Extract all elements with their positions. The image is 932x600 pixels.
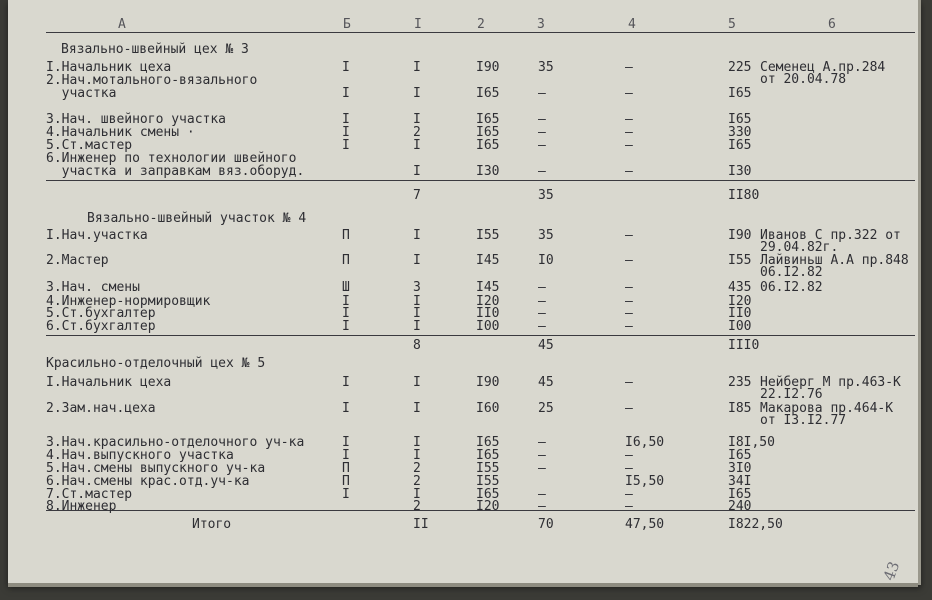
cell-f: – — [625, 60, 633, 75]
cell-g: 235 — [728, 375, 752, 390]
position-name: 5.Нач.смены выпускного уч-ка — [46, 461, 266, 476]
position-name: 2.Мастер — [46, 253, 109, 268]
cell-e: 45 — [538, 375, 554, 390]
cell-g: 240 — [728, 499, 752, 514]
position-name: 3.Нач. швейного участка — [46, 112, 227, 127]
cell-e: – — [538, 86, 546, 101]
cell-g: I30 — [728, 164, 752, 179]
cell-g: I65 — [728, 112, 752, 127]
cell-g: I90 — [728, 228, 752, 243]
cell-e: – — [538, 448, 546, 463]
cell-f: – — [625, 499, 633, 514]
cell-e: – — [538, 306, 546, 321]
cell-c: I — [413, 164, 421, 179]
column-header: 2 — [477, 17, 485, 32]
column-header: А — [118, 17, 126, 32]
cell-b: I — [342, 86, 350, 101]
cell-e: – — [538, 499, 546, 514]
cell-g: I65 — [728, 138, 752, 153]
cell-d: I20 — [476, 294, 500, 309]
cell-d: I65 — [476, 86, 500, 101]
column-header: I — [414, 17, 422, 32]
cell-b: I — [342, 448, 350, 463]
cell-d: I45 — [476, 280, 500, 295]
position-name: 6.Ст.бухгалтер — [46, 319, 156, 334]
section-total-g: III0 — [728, 338, 760, 353]
cell-f: – — [625, 86, 633, 101]
order-note: Нейберг М пр.463-К — [760, 375, 901, 390]
cell-d: I55 — [476, 228, 500, 243]
grand-total-c: II — [413, 517, 429, 532]
cell-e: – — [538, 319, 546, 334]
position-name: I.Нач.участка — [46, 228, 148, 243]
cell-b: П — [342, 461, 350, 476]
section-total-e: 45 — [538, 338, 554, 353]
cell-e: – — [538, 125, 546, 140]
cell-b: I — [342, 125, 350, 140]
cell-d: I55 — [476, 474, 500, 489]
cell-b: I — [342, 375, 350, 390]
cell-b: I — [342, 319, 350, 334]
cell-e: – — [538, 435, 546, 450]
cell-g: I8I,50 — [728, 435, 775, 450]
table-rule — [46, 32, 915, 33]
cell-b: П — [342, 253, 350, 268]
cell-f: – — [625, 125, 633, 140]
cell-f: I5,50 — [625, 474, 665, 489]
position-name: 6.Инженер по технологии швейного — [46, 151, 297, 166]
cell-f: – — [625, 375, 633, 390]
cell-g: I00 — [728, 319, 752, 334]
section-total-c: 7 — [413, 188, 421, 203]
cell-g: I65 — [728, 448, 752, 463]
cell-d: I90 — [476, 375, 500, 390]
order-note: Макарова пр.464-К — [760, 401, 894, 416]
cell-c: I — [413, 448, 421, 463]
cell-g: 330 — [728, 125, 752, 140]
cell-f: – — [625, 487, 633, 502]
cell-g: II0 — [728, 306, 752, 321]
cell-f: – — [625, 294, 633, 309]
position-name: участка и заправкам вяз.оборуд. — [46, 164, 305, 179]
position-name: I.Начальник цеха — [46, 60, 172, 75]
cell-c: I — [413, 112, 421, 127]
column-header: 6 — [828, 17, 836, 32]
position-name: 5.Ст.бухгалтер — [46, 306, 156, 321]
cell-f: – — [625, 138, 633, 153]
position-name: участка — [46, 86, 117, 101]
cell-d: I30 — [476, 164, 500, 179]
cell-b: I — [342, 435, 350, 450]
cell-d: I90 — [476, 60, 500, 75]
cell-d: I20 — [476, 499, 500, 514]
cell-c: I — [413, 375, 421, 390]
order-note: Иванов С пр.322 от — [760, 228, 901, 243]
order-note: 06.I2.82 — [760, 280, 823, 295]
cell-b: I — [342, 306, 350, 321]
position-name: 4.Инженер-нормировщик — [46, 294, 211, 309]
cell-c: I — [413, 435, 421, 450]
position-name: 4.Начальник смены · — [46, 125, 195, 140]
cell-b: I — [342, 487, 350, 502]
cell-c: I — [413, 253, 421, 268]
cell-d: I60 — [476, 401, 500, 416]
position-name: 3.Нач.красильно-отделочного уч-ка — [46, 435, 305, 450]
cell-c: I — [413, 487, 421, 502]
section-title: Красильно-отделочный цех № 5 — [46, 356, 266, 371]
cell-e: 35 — [538, 60, 554, 75]
cell-b: I — [342, 60, 350, 75]
cell-g: I85 — [728, 401, 752, 416]
section-total-c: 8 — [413, 338, 421, 353]
section-total-e: 35 — [538, 188, 554, 203]
cell-c: I — [413, 294, 421, 309]
cell-e: – — [538, 280, 546, 295]
cell-f: – — [625, 306, 633, 321]
grand-total-f: 47,50 — [625, 517, 665, 532]
cell-c: I — [413, 401, 421, 416]
cell-d: I65 — [476, 112, 500, 127]
cell-d: II0 — [476, 306, 500, 321]
cell-d: I45 — [476, 253, 500, 268]
position-name: 6.Нач.смены крас.отд.уч-ка — [46, 474, 250, 489]
cell-f: I6,50 — [625, 435, 665, 450]
position-name: I.Начальник цеха — [46, 375, 172, 390]
cell-c: 3 — [413, 280, 421, 295]
cell-c: 2 — [413, 125, 421, 140]
cell-b: I — [342, 294, 350, 309]
cell-f: – — [625, 228, 633, 243]
cell-c: 2 — [413, 474, 421, 489]
cell-e: 35 — [538, 228, 554, 243]
cell-d: I65 — [476, 138, 500, 153]
cell-f: – — [625, 448, 633, 463]
order-note: Семенец А.пр.284 — [760, 60, 886, 75]
cell-b: I — [342, 138, 350, 153]
cell-d: I65 — [476, 487, 500, 502]
position-name: 3.Нач. смены — [46, 280, 140, 295]
order-note: 22.I2.76 — [760, 387, 823, 402]
order-note: 06.I2.82 — [760, 265, 823, 280]
cell-e: – — [538, 164, 546, 179]
position-name: 2.Зам.нач.цеха — [46, 401, 156, 416]
cell-g: 34I — [728, 474, 752, 489]
position-name: 7.Ст.мастер — [46, 487, 133, 502]
table-rule — [46, 335, 915, 336]
cell-f: – — [625, 461, 633, 476]
cell-c: I — [413, 228, 421, 243]
cell-f: – — [625, 280, 633, 295]
cell-c: 2 — [413, 461, 421, 476]
page-edge — [8, 583, 918, 587]
cell-b: I — [342, 401, 350, 416]
grand-total-e: 70 — [538, 517, 554, 532]
order-note: 29.04.82г. — [760, 240, 839, 255]
cell-g: I65 — [728, 487, 752, 502]
cell-c: I — [413, 306, 421, 321]
column-header: 4 — [628, 17, 636, 32]
cell-b: П — [342, 474, 350, 489]
table-rule — [46, 180, 915, 181]
cell-d: I55 — [476, 461, 500, 476]
cell-e: – — [538, 461, 546, 476]
order-note: Лайвиньш А.А пр.848 — [760, 253, 909, 268]
cell-g: 3I0 — [728, 461, 752, 476]
cell-c: I — [413, 86, 421, 101]
grand-total-g: I822,50 — [728, 517, 783, 532]
position-name: 4.Нач.выпускного участка — [46, 448, 234, 463]
position-name: 5.Ст.мастер — [46, 138, 133, 153]
section-title: Вязально-швейный цех № 3 — [61, 42, 249, 57]
cell-f: – — [625, 253, 633, 268]
cell-g: 225 — [728, 60, 752, 75]
cell-e: — — [538, 487, 546, 502]
cell-g: I20 — [728, 294, 752, 309]
cell-e: – — [538, 294, 546, 309]
cell-g: I55 — [728, 253, 752, 268]
order-note: от I3.I2.77 — [760, 413, 847, 428]
cell-f: – — [625, 319, 633, 334]
cell-g: I65 — [728, 86, 752, 101]
cell-c: I — [413, 319, 421, 334]
order-note: от 20.04.78 — [760, 72, 847, 87]
cell-b: I — [342, 112, 350, 127]
column-header: 3 — [537, 17, 545, 32]
cell-e: 25 — [538, 401, 554, 416]
grand-total-label: Итого — [192, 517, 232, 532]
cell-f: – — [625, 401, 633, 416]
cell-f: – — [625, 164, 633, 179]
cell-g: 435 — [728, 280, 752, 295]
cell-c: I — [413, 60, 421, 75]
cell-c: 2 — [413, 499, 421, 514]
cell-d: I65 — [476, 448, 500, 463]
cell-e: – — [538, 138, 546, 153]
section-title: Вязально-швейный участок № 4 — [87, 211, 307, 226]
column-header: Б — [343, 17, 351, 32]
cell-b: П — [342, 228, 350, 243]
cell-b: Ш — [342, 280, 350, 295]
cell-d: I65 — [476, 435, 500, 450]
section-total-g: II80 — [728, 188, 760, 203]
cell-e: – — [538, 112, 546, 127]
column-header: 5 — [728, 17, 736, 32]
position-name: 8.Инженер — [46, 499, 117, 514]
cell-f: – — [625, 112, 633, 127]
cell-c: I — [413, 138, 421, 153]
cell-e: I0 — [538, 253, 554, 268]
cell-d: I65 — [476, 125, 500, 140]
position-name: 2.Нач.мотального-вязального — [46, 73, 258, 88]
margin-handwritten-number: 43 — [879, 558, 904, 584]
cell-d: I00 — [476, 319, 500, 334]
